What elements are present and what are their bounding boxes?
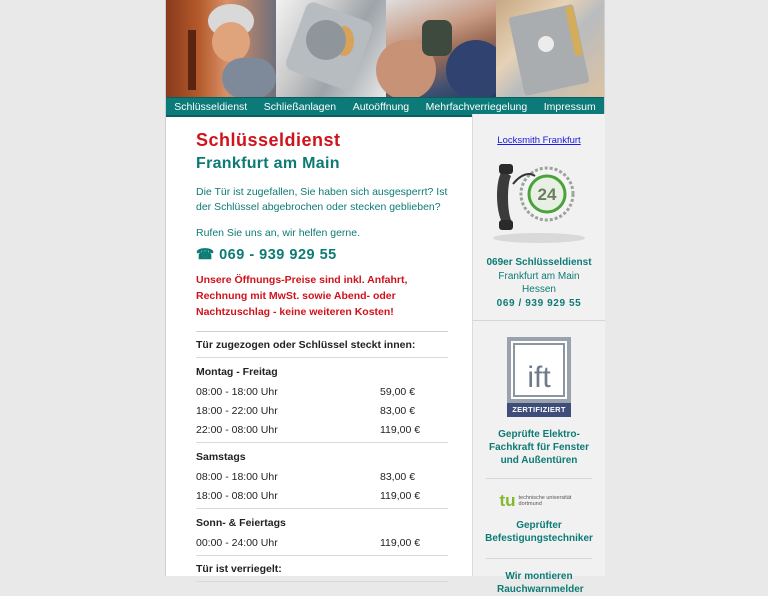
header-banner bbox=[166, 0, 604, 97]
price-time: 18:00 - 08:00 Uhr bbox=[196, 489, 278, 502]
price-section-title: Tür zugezogen oder Schlüssel steckt innen: bbox=[196, 332, 448, 358]
call-text: Rufen Sie uns an, wir helfen gerne. bbox=[196, 227, 361, 239]
price-time: 22:00 - 08:00 Uhr bbox=[196, 423, 278, 436]
page-title: Schlüsseldienst bbox=[196, 130, 341, 150]
price-notice: Unsere Öffnungs-Preise sind inkl. Anfahrt, Rechnung mit MwSt. sowie Abend- oder Nachtzuschlag - keine weiteren Kosten! bbox=[196, 274, 408, 318]
price-group-weekdays bbox=[196, 358, 448, 443]
price-row bbox=[196, 382, 448, 401]
price-time: 08:00 - 18:00 Uhr bbox=[196, 385, 278, 398]
company-state: Hessen bbox=[522, 284, 556, 295]
phone-number-text: 069 - 939 929 55 bbox=[219, 247, 337, 263]
price-time: 00:00 - 24:00 Uhr bbox=[196, 536, 278, 549]
price-row bbox=[196, 420, 448, 439]
company-city: Frankfurt am Main bbox=[498, 270, 580, 282]
company-name: 069er Schlüsseldienst bbox=[486, 257, 592, 268]
page-container bbox=[165, 0, 605, 595]
locksmith-frankfurt-link[interactable]: Locksmith Frankfurt bbox=[497, 135, 581, 146]
banner-photo-locksmith-door bbox=[166, 0, 276, 97]
price-row bbox=[196, 401, 448, 420]
banner-photo-lock-cylinder bbox=[276, 0, 386, 97]
price-value: 119,00 € bbox=[380, 423, 421, 436]
page-subtitle: Frankfurt am Main bbox=[196, 155, 340, 172]
divider bbox=[486, 478, 592, 479]
tu-logo-text: technische universität dortmund bbox=[518, 494, 572, 507]
ift-certification-text: Geprüfte Elektro-Fachkraft für Fenster und Außentüren bbox=[488, 429, 590, 466]
price-time: 08:00 - 18:00 Uhr bbox=[196, 470, 278, 483]
tu-certification-text: Geprüfter Befestigungstechniker bbox=[485, 520, 593, 544]
contact-block bbox=[473, 256, 605, 310]
price-time: 18:00 - 22:00 Uhr bbox=[196, 404, 278, 417]
price-list bbox=[196, 331, 448, 582]
nav-item-schliessanlagen[interactable]: Schließanlagen bbox=[263, 100, 337, 113]
main-content bbox=[196, 130, 448, 582]
price-group-saturday bbox=[196, 443, 448, 509]
phone-badge-24: 24 bbox=[537, 185, 557, 204]
telephone-24h-icon bbox=[489, 154, 589, 244]
tu-logo-mark: tu bbox=[499, 491, 516, 510]
price-group-title: Sonn- & Feiertags bbox=[196, 517, 286, 529]
ift-logo-text: ift bbox=[527, 361, 551, 394]
price-value: 119,00 € bbox=[380, 536, 421, 549]
banner-photo-hand-keys bbox=[386, 0, 496, 97]
ift-logo bbox=[507, 337, 571, 417]
price-group-sunday bbox=[196, 509, 448, 556]
intro-text: Die Tür ist zugefallen, Sie haben sich ausgesperrt? Ist der Schlüssel abgebrochen oder stecken geblieben? bbox=[196, 186, 448, 213]
sidebar bbox=[472, 114, 605, 595]
sidebar-phone[interactable]: 069 / 939 929 55 bbox=[496, 297, 582, 309]
phone-icon: ☎ bbox=[196, 247, 215, 263]
price-row bbox=[196, 467, 448, 486]
price-value: 59,00 € bbox=[380, 385, 416, 398]
nav-item-autooeffnung[interactable]: Autoöffnung bbox=[352, 100, 410, 113]
price-group-title: Montag - Freitag bbox=[196, 366, 278, 378]
nav-item-impressum[interactable]: Impressum bbox=[543, 100, 596, 113]
tu-dortmund-logo bbox=[473, 493, 605, 509]
price-row bbox=[196, 533, 448, 552]
divider bbox=[486, 558, 592, 559]
nav-item-schluesseldienst[interactable]: Schlüsseldienst bbox=[174, 100, 248, 113]
phone-number[interactable] bbox=[196, 247, 448, 263]
price-value: 83,00 € bbox=[380, 404, 416, 417]
divider bbox=[473, 320, 605, 321]
price-value: 119,00 € bbox=[380, 489, 421, 502]
price-group-title: Samstags bbox=[196, 451, 246, 463]
smoke-detector-text: Wir montieren Rauchwarnmelder bbox=[497, 571, 584, 595]
banner-photo-mortise-lock bbox=[496, 0, 604, 97]
price-section-title: Tür ist verriegelt: bbox=[196, 556, 448, 582]
ift-certified-badge: ZERTIFIZIERT bbox=[507, 403, 571, 417]
price-row bbox=[196, 486, 448, 505]
nav-item-mehrfachverriegelung[interactable]: Mehrfachverriegelung bbox=[425, 100, 528, 113]
price-value: 83,00 € bbox=[380, 470, 416, 483]
